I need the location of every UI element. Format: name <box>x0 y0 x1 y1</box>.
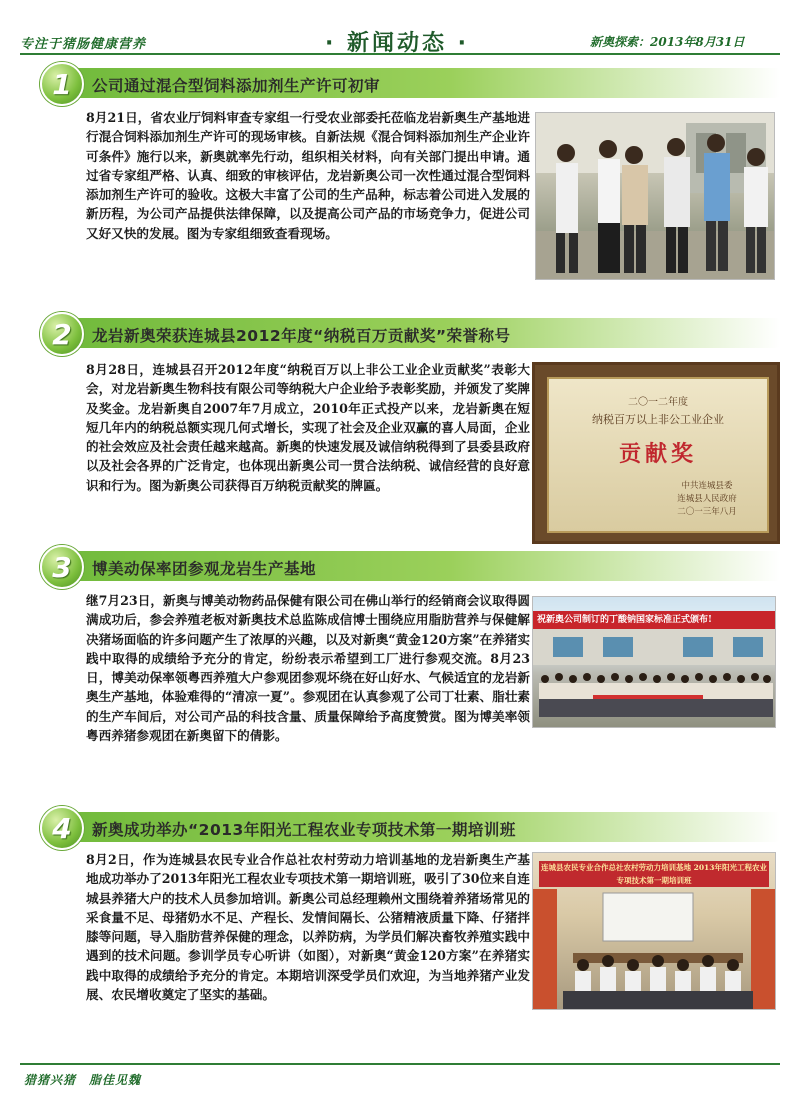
plaque-year: 二〇一二年度 <box>628 397 688 408</box>
section-1-photo <box>535 112 775 280</box>
section-4-title: 新奥成功举办“2013年阳光工程农业专项技术第一期培训班 <box>92 821 516 839</box>
section-4-training-photo <box>532 852 776 1010</box>
section-3-group-photo <box>532 596 776 728</box>
section-2-number-badge: 2 <box>40 312 84 356</box>
group-crowd-illustration <box>533 597 775 727</box>
section-3-title: 博美动保率团参观龙岩生产基地 <box>92 560 317 578</box>
training-banner: 连城县农民专业合作总社农村劳动力培训基地 2013年阳光工程农业专项技术第一期培训班 <box>539 861 769 887</box>
plaque-issuer-1: 中共连城县委 <box>681 481 733 491</box>
factory-banner: 祝新奥公司制订的丁酸钠国家标准正式颁布! <box>533 611 776 629</box>
section-4-body: 8月2日，作为连城县农民专业合作总社农村劳动力培训基地的龙岩新奥生产基地成功举办了2013年阳光工程农业专项技术第一期培训班，吸引了30位来自连城县养猪大户的技术人员参加培训。新奥公司总经理赖州文围绕着养猪场常见的采食量不足、母猪奶水不足、产程长、发情间隔长、公猪精液质量下降、仔猪拌膝等问题，导入脂肪营养保健的理念，以养防病，为学员们解决畜牧养殖实践中遇到的技术问题。参训学员专心听讲（如图），对新奥“黄金120方案”在养猪实践中取得的成绩给予充分的肯定。本期培训深受学员们欢迎，为当地养猪产业发展、农民增收奠定了坚实的基础。 <box>86 852 530 1003</box>
plaque-subtitle: 纳税百万以上非公工业企业 <box>592 413 724 426</box>
section-1-body: 8月21日，省农业厅饲料审查专家组一行受农业部委托莅临龙岩新奥生产基地进行混合饲料添加剂生产许可的现场审核。自新法规《混合饲料添加剂生产企业许可条件》施行以来，新奥就率先行动，组织相关材料，向有关部门提出申请。通过省专家组严格、认真、细致的审核评估，龙岩新奥公司一次性通过混合型饲料添加剂生产许可的验收。这极大丰富了公司的生产品种，标志着公司进入发展的新历程，为公司产品提供法律保障，以及提高公司产品的市场竞争力，促进公司又好又快的发展。图为专家组细致查看现场。 <box>86 110 530 241</box>
header-tagline: 专注于猪肠健康营养 <box>20 37 147 52</box>
plaque-award-name: 贡献奖 <box>618 441 697 467</box>
section-2-plaque-photo <box>532 362 780 544</box>
classroom-illustration <box>533 853 775 1009</box>
page-section-title: · 新闻动态 · <box>325 31 470 56</box>
section-2-body: 8月28日，连城县召开2012年度“纳税百万以上非公工业企业贡献奖”表彰大会，对龙岩新奥生物科技有限公司等纳税大户企业给予表彰奖励，并颁发了奖牌及奖金。龙岩新奥自2007年7月成立，2010年正式投产以来，龙岩新奥在短短几年内的纳税总额实现几何式增长，实现了社会及企业双赢的喜人局面，企业的社会效应及社会责任越来越高。新奥的快速发展及诚信纳税得到了县委县政府以及社会各界的广泛肯定，也体现出新奥公司一贯合法纳税、诚信经营的良好意识和行为。图为新奥公司获得百万纳税贡献奖的牌匾。 <box>86 362 530 493</box>
header-divider <box>20 53 780 55</box>
inspection-scene-illustration <box>536 113 774 279</box>
award-plaque <box>547 377 769 533</box>
section-1-number-badge: 1 <box>40 62 84 106</box>
section-3-body: 继7月23日，新奥与博美动物药品保健有限公司在佛山举行的经销商会议取得圆满成功后，参会养殖老板对新奥技术总监陈成信博士围绕应用脂肪营养与保健解决猪场面临的许多问题产生了浓厚的兴趣，以及对新奥“黄金120方案”在养猪实践中取得的成绩给予充分的肯定，纷纷表示希望到工厂进行参观交流。8月23日，博美动保率领粤西养殖大户参观团参观坏绕在好山好水、气候适宜的龙岩新奥生产基地，体验难得的“清凉一夏”。参观团在认真参观了公司丁壮素、脂壮素的生产车间后，对公司产品的科技含量、质量保障给予高度赞赏。图为博美率领粤西养猪参观团在新奥留下的倩影。 <box>86 593 530 744</box>
section-2-title: 龙岩新奥荣获连城县2012年度“纳税百万贡献奖”荣誉称号 <box>92 327 511 345</box>
footer-slogan: 猎猪兴猪 脂佳见魏 <box>24 1073 142 1087</box>
section-3-number-badge: 3 <box>40 545 84 589</box>
footer-divider <box>20 1063 780 1065</box>
issue-date: 新奥探索：2013年8月31日 <box>590 35 745 49</box>
plaque-issuer-2: 连城县人民政府 <box>677 494 737 504</box>
plaque-date: 二〇一三年八月 <box>677 507 737 517</box>
section-1-title: 公司通过混合型饲料添加剂生产许可初审 <box>92 77 381 95</box>
section-4-number-badge: 4 <box>40 806 84 850</box>
